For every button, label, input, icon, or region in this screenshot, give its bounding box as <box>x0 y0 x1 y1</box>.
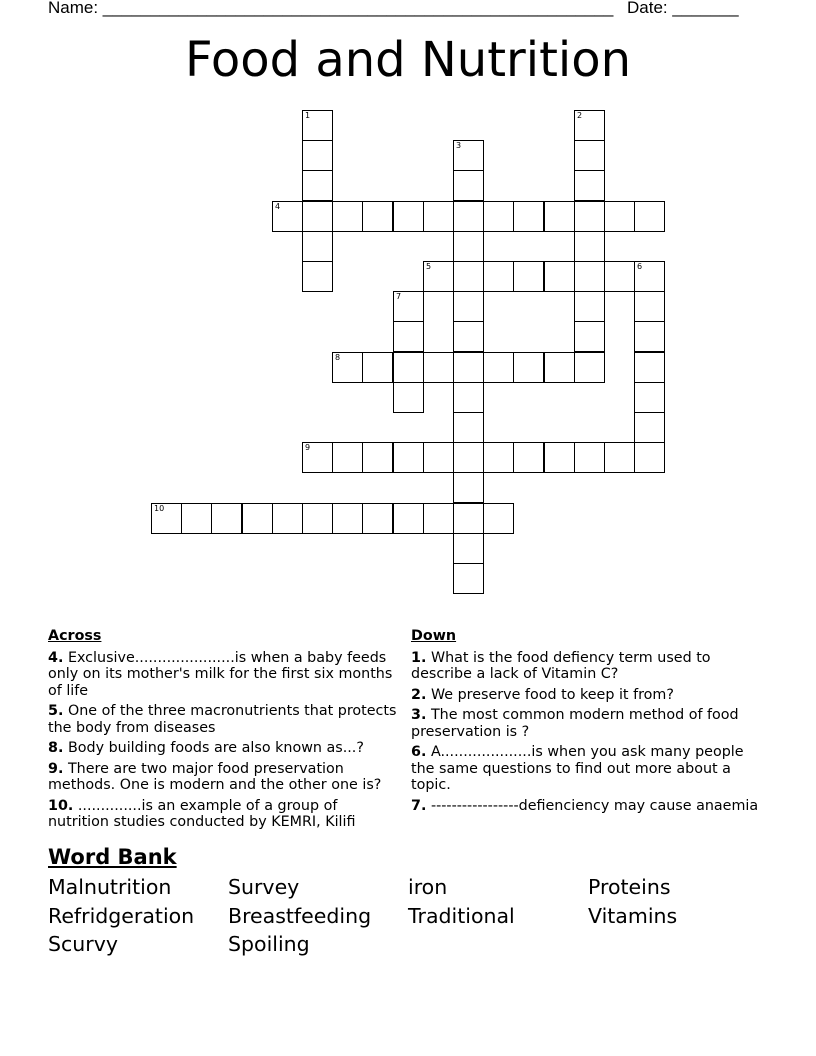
clue-text: What is the food defiency term used to describe a lack of Vitamin C? <box>411 649 711 682</box>
crossword-cell[interactable] <box>574 170 605 201</box>
crossword-cell[interactable] <box>332 442 363 473</box>
crossword-cell[interactable] <box>634 291 665 322</box>
crossword-cell[interactable] <box>544 201 575 232</box>
clue-number-label: 10 <box>154 504 165 513</box>
clue-number: 6. <box>411 744 427 760</box>
crossword-cell[interactable] <box>574 352 605 383</box>
crossword-cell[interactable] <box>423 442 454 473</box>
crossword-cell[interactable] <box>604 201 635 232</box>
across-heading: Across <box>48 628 102 644</box>
clue-number: 3. <box>411 707 427 723</box>
crossword-cell[interactable] <box>453 503 484 534</box>
crossword-cell[interactable] <box>302 442 333 473</box>
crossword-cell[interactable] <box>574 261 605 292</box>
crossword-cell[interactable] <box>604 261 635 292</box>
crossword-cell[interactable] <box>423 201 454 232</box>
clue-number: 7. <box>411 797 427 814</box>
clue-number: 10. <box>48 797 74 814</box>
crossword-cell[interactable] <box>453 352 484 383</box>
crossword-cell[interactable] <box>634 442 665 473</box>
across-clues <box>48 628 400 835</box>
clue-across-4 <box>48 650 400 700</box>
crossword-cell[interactable] <box>211 503 242 534</box>
word-bank <box>48 873 768 959</box>
clue-across-10 <box>48 798 400 831</box>
crossword-cell[interactable] <box>393 321 424 352</box>
clue-down-3 <box>411 707 766 740</box>
clue-number: 2. <box>411 686 427 703</box>
clue-number-label: 7 <box>396 292 402 301</box>
crossword-cell[interactable] <box>453 382 484 413</box>
clue-number-label: 5 <box>426 262 432 271</box>
crossword-cell[interactable] <box>574 291 605 322</box>
clue-text: -----------------defienciency may cause anaemia <box>430 797 759 814</box>
crossword-cell[interactable] <box>362 201 393 232</box>
clue-number: 1. <box>411 649 427 666</box>
crossword-cell[interactable] <box>453 140 484 171</box>
clue-text: A....................is when you ask many people the same questions to find out more about a topic. <box>411 744 744 793</box>
crossword-cell[interactable] <box>574 231 605 262</box>
clue-number: 4. <box>48 649 64 666</box>
crossword-cell[interactable] <box>483 503 514 534</box>
word-bank-item: Traditional <box>408 903 515 928</box>
crossword-cell[interactable] <box>453 201 484 232</box>
clue-number-label: 4 <box>275 202 281 211</box>
clue-number-label: 1 <box>305 111 311 120</box>
crossword-cell[interactable] <box>302 170 333 201</box>
crossword-cell[interactable] <box>332 201 363 232</box>
crossword-cell[interactable] <box>181 503 212 534</box>
crossword-cell[interactable] <box>362 442 393 473</box>
clue-number-label: 6 <box>637 262 643 271</box>
crossword-cell[interactable] <box>483 352 514 383</box>
clue-number: 5. <box>48 703 64 719</box>
crossword-cell[interactable] <box>393 442 424 473</box>
down-clues <box>411 628 766 818</box>
crossword-cell[interactable] <box>634 382 665 413</box>
crossword-cell[interactable] <box>302 140 333 171</box>
crossword-cell[interactable] <box>423 352 454 383</box>
clue-down-1 <box>411 650 766 683</box>
clue-text: There are two major food preservation methods. One is modern and the other one is? <box>48 760 382 793</box>
name-field-line[interactable]: Name: ______________________________________________________ <box>48 0 614 17</box>
word-bank-item: Vitamins <box>588 903 678 928</box>
crossword-cell[interactable] <box>302 231 333 262</box>
crossword-cell[interactable] <box>393 201 424 232</box>
word-bank-item: Spoiling <box>228 932 310 956</box>
crossword-cell[interactable] <box>453 412 484 443</box>
clue-across-5 <box>48 703 400 736</box>
clue-text: Exclusive......................is when a baby feeds only on its mother's milk for the first six months of life <box>48 649 393 699</box>
down-heading: Down <box>411 628 457 644</box>
crossword-cell[interactable] <box>513 442 544 473</box>
crossword-cell[interactable] <box>423 261 454 292</box>
crossword-cell[interactable] <box>574 442 605 473</box>
crossword-cell[interactable] <box>634 321 665 352</box>
clue-number-label: 2 <box>577 111 583 120</box>
crossword-cell[interactable] <box>604 442 635 473</box>
crossword-cell[interactable] <box>544 261 575 292</box>
crossword-cell[interactable] <box>302 201 333 232</box>
crossword-cell[interactable] <box>634 352 665 383</box>
crossword-cell[interactable] <box>393 382 424 413</box>
crossword-cell[interactable] <box>483 261 514 292</box>
clue-text: The most common modern method of food preservation is ? <box>411 707 739 740</box>
crossword-cell[interactable] <box>574 321 605 352</box>
clue-number-label: 8 <box>335 353 341 362</box>
clue-number: 8. <box>48 740 64 756</box>
crossword-cell[interactable] <box>453 261 484 292</box>
word-bank-item: Proteins <box>588 875 671 899</box>
crossword-cell[interactable] <box>634 261 665 292</box>
clue-text: One of the three macronutrients that protects the body from diseases <box>48 703 397 736</box>
crossword-cell[interactable] <box>302 503 333 534</box>
word-bank-title: Word Bank <box>48 845 177 869</box>
clue-number-label: 3 <box>456 141 462 150</box>
crossword-cell[interactable] <box>362 503 393 534</box>
crossword-cell[interactable] <box>544 442 575 473</box>
clue-down-2 <box>411 687 766 704</box>
crossword-cell[interactable] <box>151 503 182 534</box>
clue-text: Body building foods are also known as...? <box>67 740 364 756</box>
crossword-cell[interactable] <box>272 503 303 534</box>
clue-text: We preserve food to keep it from? <box>430 686 674 703</box>
word-bank-item: Survey <box>228 875 300 899</box>
crossword-cell[interactable] <box>393 352 424 383</box>
crossword-cell[interactable] <box>634 412 665 443</box>
crossword-cell[interactable] <box>332 503 363 534</box>
clue-number-label: 9 <box>305 443 311 452</box>
crossword-cell[interactable] <box>302 261 333 292</box>
word-bank-item: iron <box>408 875 448 899</box>
crossword-cell[interactable] <box>574 140 605 171</box>
word-bank-item: Scurvy <box>48 932 118 956</box>
crossword-cell[interactable] <box>332 352 363 383</box>
word-bank-item: Breastfeeding <box>228 903 372 928</box>
crossword-cell[interactable] <box>453 321 484 352</box>
crossword-cell[interactable] <box>362 352 393 383</box>
crossword-cell[interactable] <box>453 563 484 594</box>
clue-down-6 <box>411 744 766 794</box>
crossword-cell[interactable] <box>574 110 605 141</box>
crossword-cell[interactable] <box>453 442 484 473</box>
crossword-cell[interactable] <box>453 533 484 564</box>
clue-across-9 <box>48 761 400 794</box>
word-bank-item: Refridgeration <box>48 903 195 928</box>
crossword-cell[interactable] <box>453 291 484 322</box>
crossword-cell[interactable] <box>272 201 303 232</box>
crossword-cell[interactable] <box>513 261 544 292</box>
crossword-cell[interactable] <box>483 201 514 232</box>
crossword-cell[interactable] <box>453 170 484 201</box>
word-bank-item: Malnutrition <box>48 875 172 899</box>
crossword-cell[interactable] <box>302 110 333 141</box>
crossword-cell[interactable] <box>423 503 454 534</box>
crossword-cell[interactable] <box>544 352 575 383</box>
date-field-line[interactable]: Date: _______ <box>627 0 739 17</box>
clue-across-8 <box>48 740 400 757</box>
crossword-cell[interactable] <box>393 503 424 534</box>
clue-down-7 <box>411 798 766 815</box>
crossword-cell[interactable] <box>513 352 544 383</box>
page-title: Food and Nutrition <box>184 32 632 88</box>
crossword-cell[interactable] <box>483 442 514 473</box>
crossword-cell[interactable] <box>242 503 273 534</box>
clue-number: 9. <box>48 760 64 777</box>
crossword-cell[interactable] <box>453 231 484 262</box>
crossword-cell[interactable] <box>574 201 605 232</box>
crossword-cell[interactable] <box>634 201 665 232</box>
crossword-cell[interactable] <box>513 201 544 232</box>
crossword-cell[interactable] <box>453 472 484 503</box>
crossword-cell[interactable] <box>393 291 424 322</box>
clue-text: ..............is an example of a group of nutrition studies conducted by KEMRI, Kilifi <box>48 797 356 830</box>
